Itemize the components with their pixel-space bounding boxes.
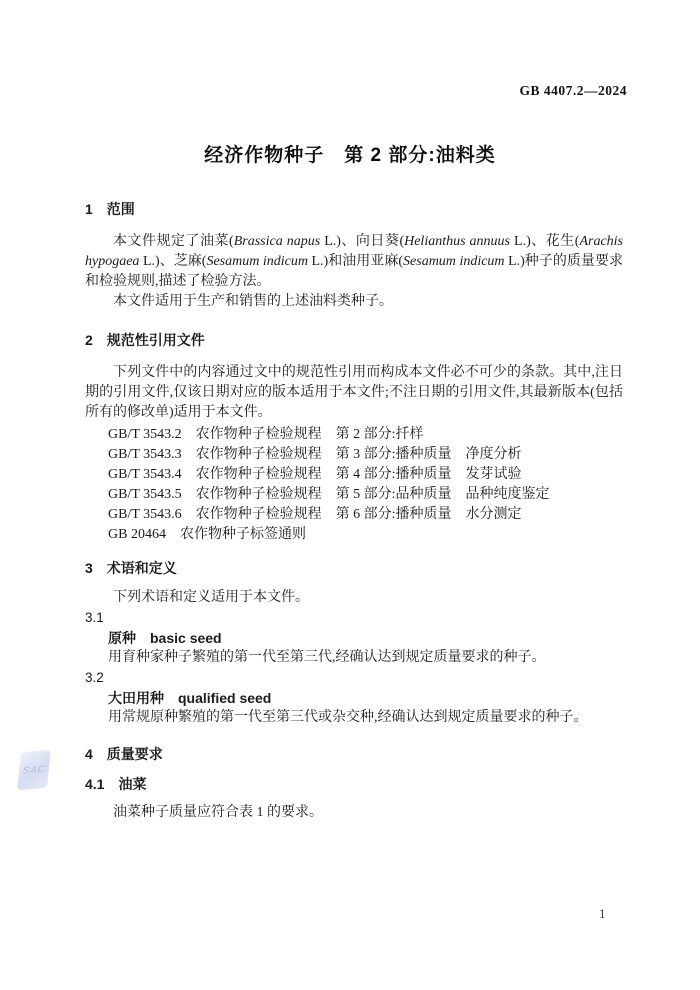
document-body	[85, 0, 623, 823]
reference-item: GB/T 3543.4 农作物种子检验规程 第 4 部分:播种质量 发芽试验	[108, 467, 522, 482]
sac-watermark-logo	[17, 750, 51, 791]
page-number: 1	[599, 906, 606, 921]
term-name-qualified-seed: 大田用种 qualified seed	[108, 690, 272, 706]
reference-item: GB/T 3543.2 农作物种子检验规程 第 2 部分:扦样	[108, 427, 424, 442]
reference-item: GB 20464 农作物种子标签通则	[108, 527, 306, 542]
terms-intro: 下列术语和定义适用于本文件。	[113, 590, 309, 605]
term-number-3-2: 3.2	[85, 670, 104, 685]
section-2-normative-refs-heading: 2 规范性引用文件	[85, 332, 205, 348]
section-4-1-rapeseed-heading: 4.1 油菜	[85, 776, 147, 792]
quality-paragraph: 油菜种子质量应符合表 1 的要求。	[113, 805, 323, 820]
section-4-quality-heading: 4 质量要求	[85, 746, 163, 762]
normative-refs-intro: 下列文件中的内容通过文中的规范性引用而构成本文件必不可少的条款。其中,注日期的引用文件,仅该日期对应的版本适用于本文件;不注日期的引用文件,其最新版本(包括所有的修改单)适用于本文件。	[85, 365, 623, 420]
scope-paragraph-1: 本文件规定了油菜(Brassica napus L.)、向日葵(Helianthus annuus L.)、花生(Arachis hypogaea L.)、芝麻(Sesamum indicum L.)和油用亚麻(Sesamum indicum L.)种子的质量要求和检验规则,描述了检验方法。	[85, 234, 623, 289]
sac-watermark-text: SAC	[22, 763, 46, 777]
section-1-scope-heading: 1 范围	[85, 201, 135, 217]
term-definition-qualified-seed: 用常规原种繁殖的第一代至第三代或杂交种,经确认达到规定质量要求的种子。	[108, 710, 588, 725]
normative-refs-list	[85, 425, 623, 545]
term-definition-basic-seed: 用育种家种子繁殖的第一代至第三代,经确认达到规定质量要求的种子。	[108, 650, 546, 665]
section-3-terms-heading: 3 术语和定义	[85, 560, 177, 576]
reference-item: GB/T 3543.5 农作物种子检验规程 第 5 部分:品种质量 品种纯度鉴定	[108, 487, 550, 502]
document-title: 经济作物种子 第 2 部分:油料类	[204, 145, 496, 166]
scope-paragraph-2: 本文件适用于生产和销售的上述油料类种子。	[113, 294, 393, 309]
term-name-basic-seed: 原种 basic seed	[108, 630, 222, 646]
term-number-3-1: 3.1	[85, 610, 104, 625]
standard-number: GB 4407.2—2024	[519, 83, 627, 98]
reference-item: GB/T 3543.3 农作物种子检验规程 第 3 部分:播种质量 净度分析	[108, 447, 522, 462]
reference-item: GB/T 3543.6 农作物种子检验规程 第 6 部分:播种质量 水分测定	[108, 507, 522, 522]
